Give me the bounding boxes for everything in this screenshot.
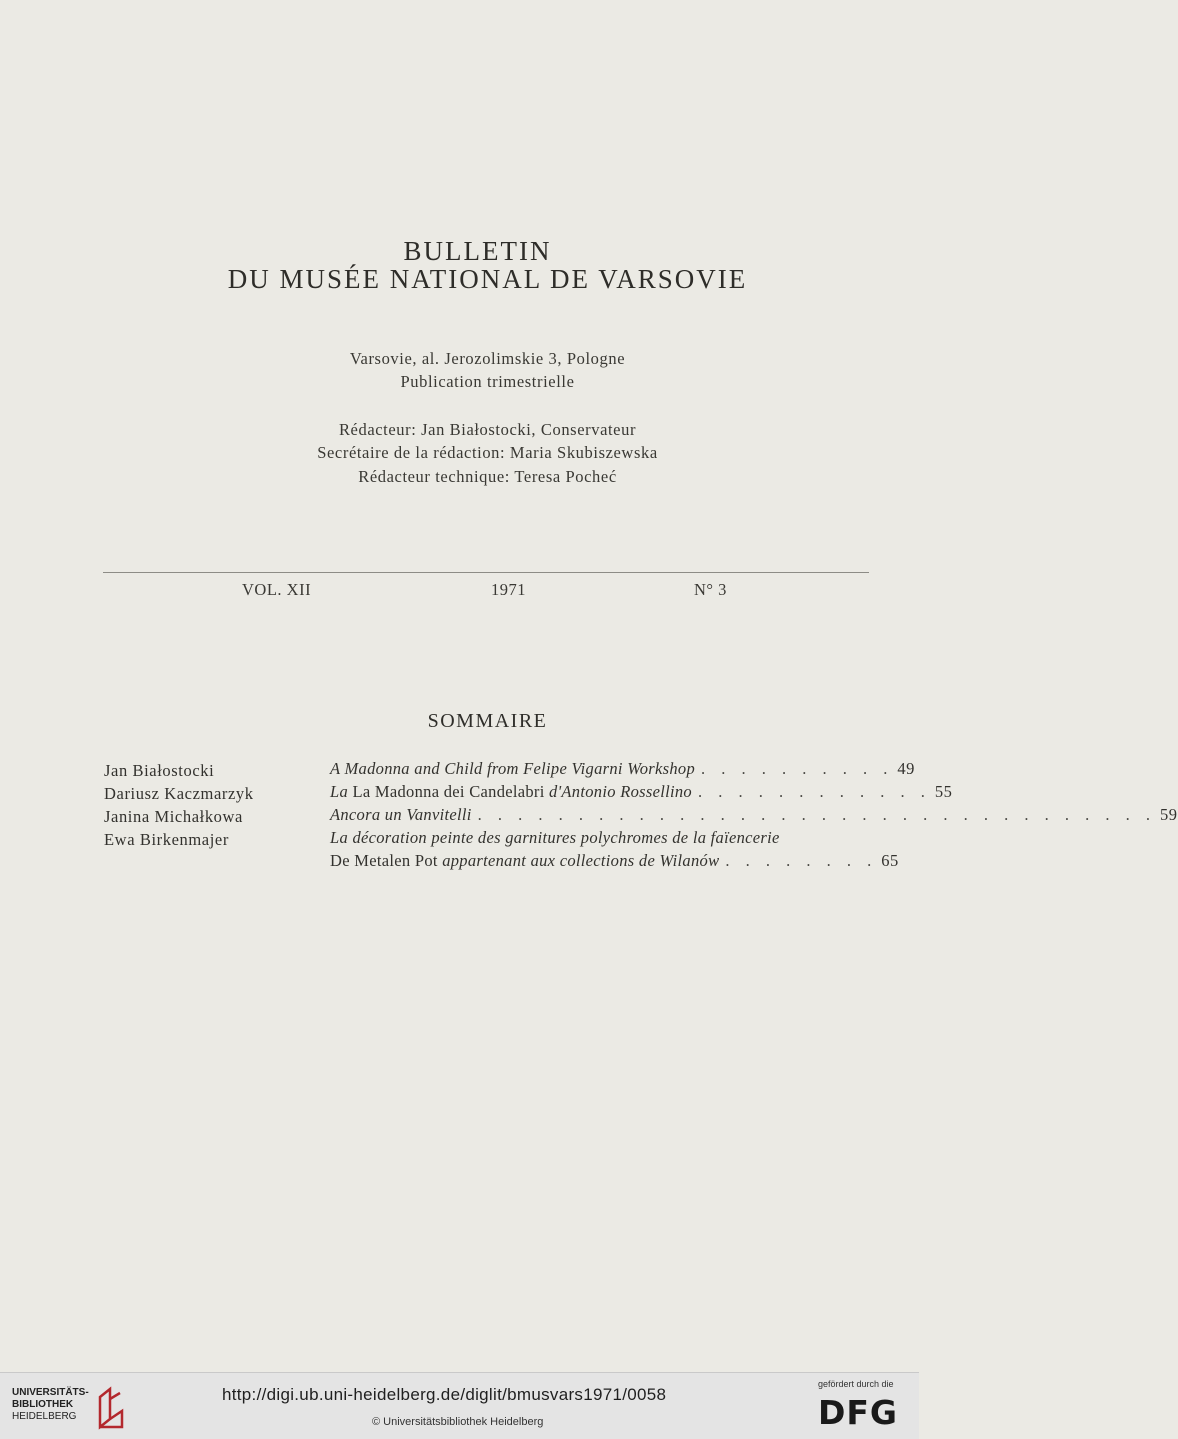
year-label: 1971 [491,580,526,599]
author-1: Jan Białostocki [104,761,215,780]
page-title-line1: BULLETIN [403,236,552,266]
contents-entry-3 [330,805,1178,825]
leader-dots: . . . . . . . . . . [701,759,894,778]
contents-entry-4-line2 [330,851,899,871]
library-name-line2: BIBLIOTHEK [12,1399,74,1410]
entry-title: A Madonna and Child from Felipe Vigarni Workshop [330,759,696,778]
contents-entry-1 [330,759,915,779]
entry-title-plain: De Metalen Pot [330,851,443,870]
publication-frequency: Publication trimestrielle [400,372,575,391]
entry-page: 49 [897,759,915,778]
library-mark-icon [96,1387,126,1429]
secretary-line: Secrétaire de la rédaction: Maria Skubiszewska [317,443,658,462]
divider-rule [103,572,869,573]
library-name-line3: HEIDELBERG [12,1411,77,1422]
entry-page: 65 [881,851,899,870]
library-name-line1: UNIVERSITÄTS- [12,1387,89,1398]
entry-title: Ancora un Vanvitelli [330,805,472,824]
entry-title: La décoration peinte des garnitures polychromes de la faïencerie [330,828,780,847]
entry-page: 55 [934,782,953,801]
entry-page: 59 [1160,805,1178,824]
copyright-text: © Universitätsbibliothek Heidelberg [372,1416,544,1428]
volume-label: VOL. XII [242,580,312,599]
entry-title-italic: d'Antonio Rossellino [549,782,692,801]
page-title-line2: DU MUSÉE NATIONAL DE VARSOVIE [227,264,748,294]
funding-label: gefördert durch die [818,1379,894,1389]
entry-title-italic-prefix: La [330,782,349,801]
leader-dots: . . . . . . . . . . . . . . . . . . . . . . . . . . . . . . . . . . [477,805,1157,824]
author-4: Ewa Birkenmajer [104,830,229,849]
technical-editor-line: Rédacteur technique: Teresa Pocheć [358,467,617,486]
author-2: Dariusz Kaczmarzyk [104,784,254,803]
viewer-footer [0,1372,919,1439]
permalink-url[interactable]: http://digi.ub.uni-heidelberg.de/diglit/bmusvars1971/0058 [222,1385,667,1404]
entry-title-italic: appartenant aux collections de Wilanów [442,851,720,870]
university-library-logo[interactable] [12,1387,132,1429]
issue-number-label: N° 3 [694,580,727,599]
author-3: Janina Michałkowa [104,807,243,826]
contents-entry-2 [330,782,953,802]
contents-heading: SOMMAIRE [427,710,548,732]
contents-entry-4-line1 [330,828,875,848]
leader-dots: . . . . . . . . [725,851,878,870]
entry-title-plain: La Madonna dei Candelabri [352,782,550,801]
publication-address: Varsovie, al. Jerozolimskie 3, Pologne [349,349,626,368]
editor-line: Rédacteur: Jan Białostocki, Conservateur [338,420,637,439]
dfg-logo[interactable]: DFG [818,1393,899,1432]
leader-dots: . . . . . . . . . . . . [697,782,931,801]
